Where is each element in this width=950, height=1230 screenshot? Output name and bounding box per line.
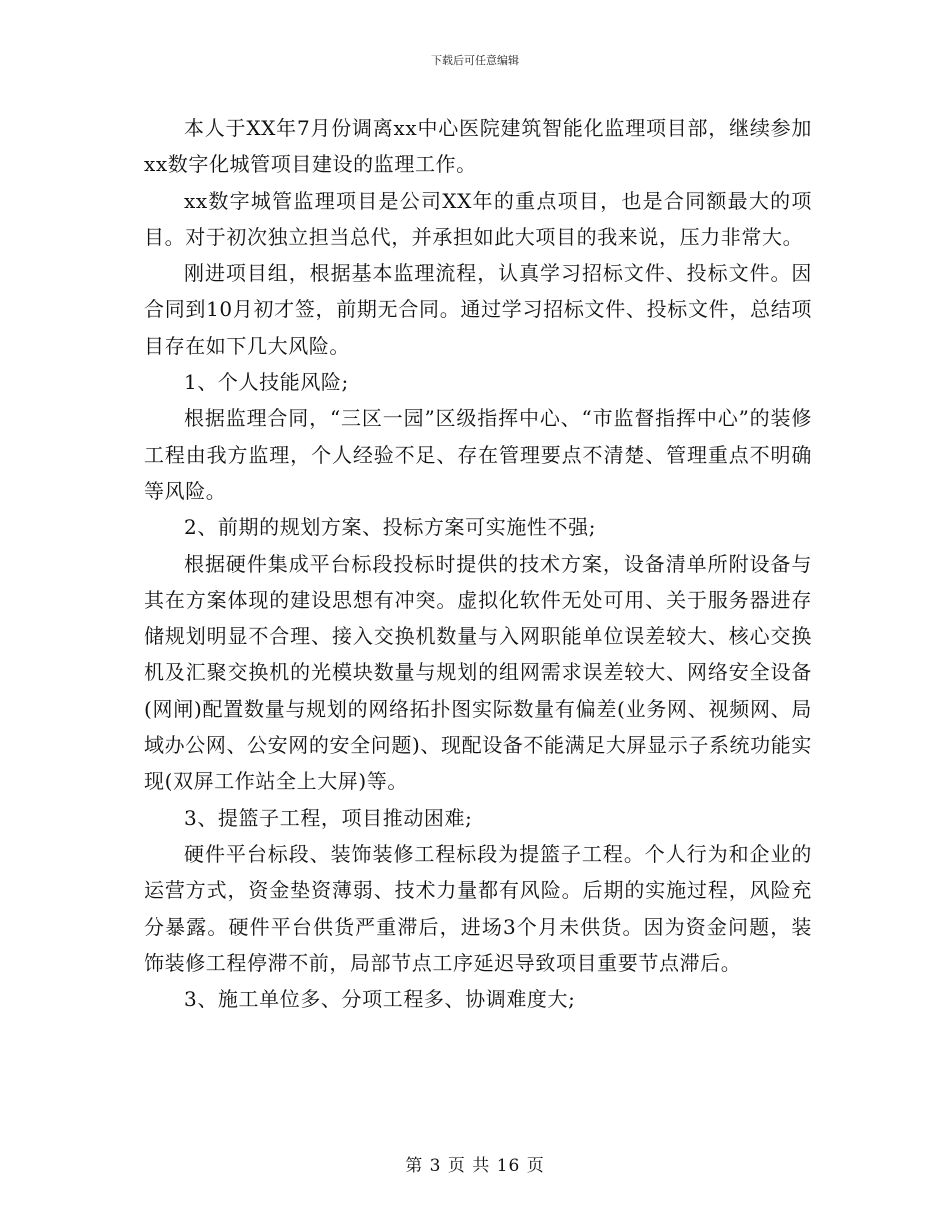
list-heading: 1、个人技能风险;: [184, 370, 349, 395]
paragraph: 硬件平台标段、装饰装修工程标段为提篮子工程。个人行为和企业的运营方式，资金垫资薄弱、技术力量都有风险。后期的实施过程，风险充分暴露。硬件平台供货严重滞后，进场3个月未供货。因为资金问题，装饰装修工程停滞不前，局部节点工序延迟导致项目重要节点滞后。: [144, 841, 812, 975]
paragraph: 本人于XX年7月份调离xx中心医院建筑智能化监理项目部，继续参加xx数字化城管项目建设的监理工作。: [144, 116, 812, 177]
list-heading: 3、施工单位多、分项工程多、协调难度大;: [184, 987, 576, 1012]
list-heading: 2、前期的规划方案、投标方案可实施性不强;: [184, 515, 597, 540]
download-note: 下载后可任意编辑: [431, 54, 519, 67]
document-body: [144, 110, 812, 1017]
paragraph: 刚进项目组，根据基本监理流程，认真学习招标文件、投标文件。因合同到10月初才签，前期无合同。通过学习招标文件、投标文件，总结项目存在如下几大风险。: [144, 261, 812, 358]
paragraph: 根据监理合同，“三区一园”区级指挥中心、“市监督指挥中心”的装修工程由我方监理，个人经验不足、存在管理要点不清楚、管理重点不明确等风险。: [144, 406, 812, 503]
paragraph: xx数字城管监理项目是公司XX年的重点项目，也是合同额最大的项目。对于初次独立担当总代，并承担如此大项目的我来说，压力非常大。: [144, 188, 812, 249]
page-number-footer: [0, 1156, 950, 1176]
page-number-text: 第 3 页 共 16 页: [405, 1156, 545, 1176]
list-heading: 3、提篮子工程，项目推动困难;: [184, 805, 473, 830]
paragraph: 根据硬件集成平台标段投标时提供的技术方案，设备清单所附设备与其在方案体现的建设思想有冲突。虚拟化软件无处可用、关于服务器进存储规划明显不合理、接入交换机数量与入网职能单位误差较大、核心交换机及汇聚交换机的光模块数量与规划的组网需求误差较大、网络安全设备(网闸)配置数量与规划的网络拓扑图实际数量有偏差(业务网、视频网、局域办公网、公安网的安全问题)、现配设备不能满足大屏显示子系统功能实现(双屏工作站全上大屏)等。: [144, 551, 812, 794]
